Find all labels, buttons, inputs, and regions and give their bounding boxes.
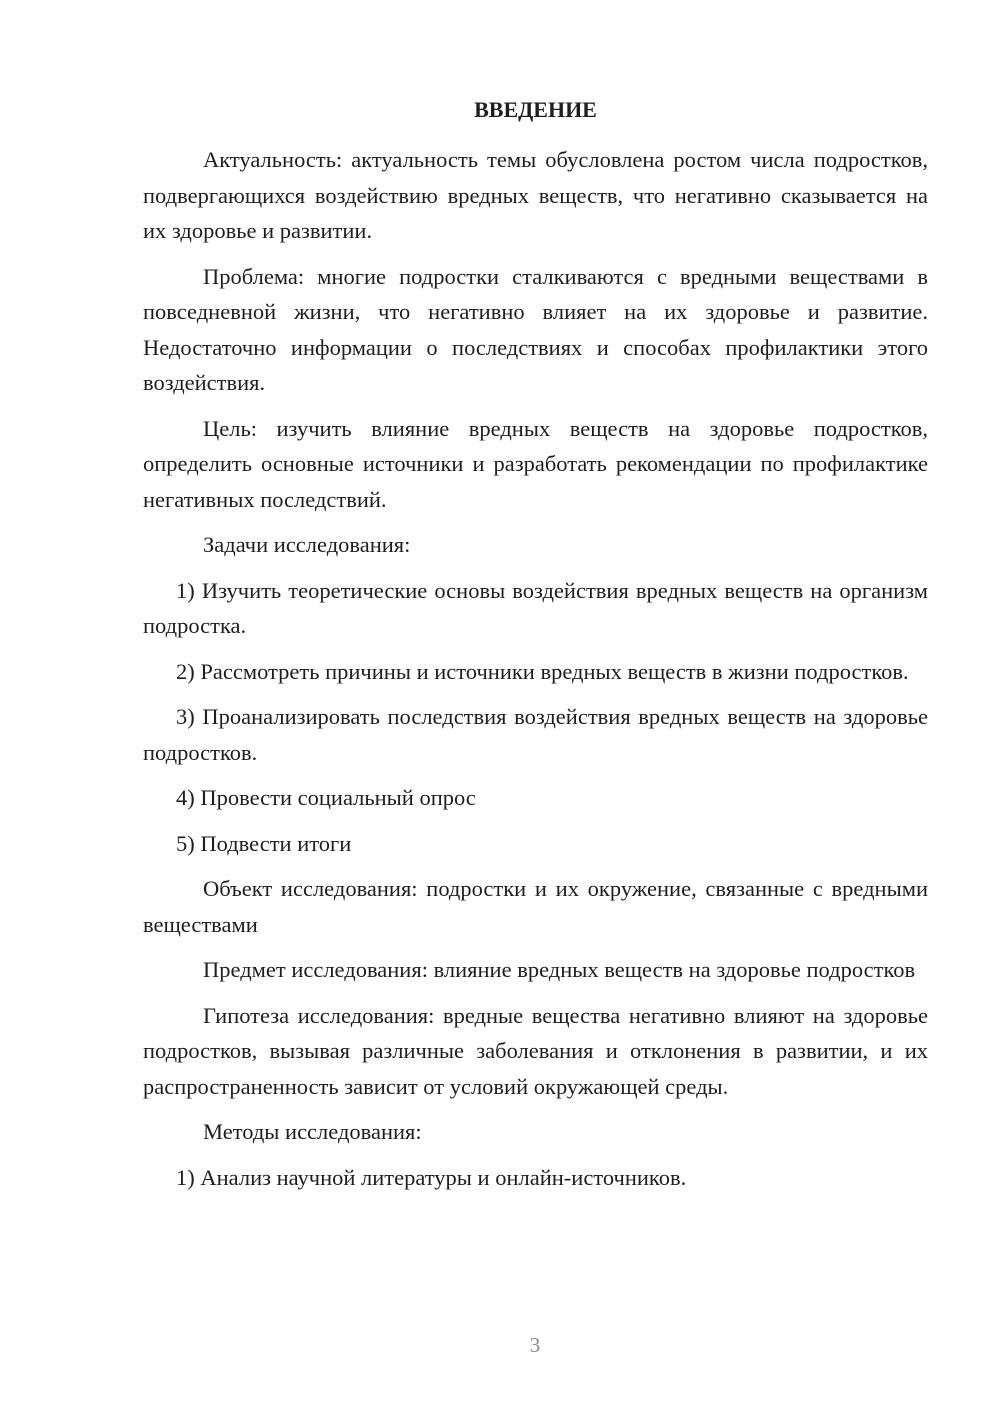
- list-item-task-4: 4) Провести социальный опрос: [176, 785, 476, 810]
- list-item-task-5: 5) Подвести итоги: [176, 830, 352, 856]
- list-item-task-3: 3) Проанализировать последствия воздействия вредных веществ на здоровье подростков.: [143, 704, 928, 765]
- paragraph-tasks-heading: Задачи исследования:: [203, 532, 411, 557]
- page-title: ВВЕДЕНИЕ: [474, 97, 597, 122]
- paragraph-relevance: Актуальность: актуальность темы обусловлена ростом числа подростков, подвергающихся воздействию вредных веществ, что негативно сказывается на их здоровье и развитии.: [143, 147, 928, 243]
- list-item-task-1: 1) Изучить теоретические основы воздействия вредных веществ на организм подростка.: [143, 577, 928, 638]
- paragraph-goal: Цель: изучить влияние вредных веществ на здоровье подростков, определить основные источники и разработать рекомендации по профилактике негативных последствий.: [143, 415, 928, 512]
- paragraph-hypothesis: Гипотеза исследования: вредные вещества негативно влияют на здоровье подростков, вызывая различные заболевания и отклонения в развитии, и их распространенность зависит от условий окружающей среды.: [143, 1002, 928, 1099]
- document-body: [143, 142, 928, 1205]
- list-item-method-1: 1) Анализ научной литературы и онлайн-источников.: [176, 1164, 687, 1190]
- paragraph-object: Объект исследования: подростки и их окружение, связанные с вредными веществами: [143, 876, 928, 937]
- paragraph-methods-heading: Методы исследования:: [203, 1119, 422, 1144]
- paragraph-subject: Предмет исследования: влияние вредных веществ на здоровье подростков: [203, 957, 916, 982]
- list-item-task-2: 2) Рассмотреть причины и источники вредных веществ в жизни подростков.: [176, 658, 909, 684]
- page-number: 3: [529, 1333, 541, 1357]
- paragraph-problem: Проблема: многие подростки сталкиваются с вредными веществами в повседневной жизни, что негативно влияет на их здоровье и развитие. Недостаточно информации о последствиях и способах профилактики этого воздействия.: [143, 263, 928, 395]
